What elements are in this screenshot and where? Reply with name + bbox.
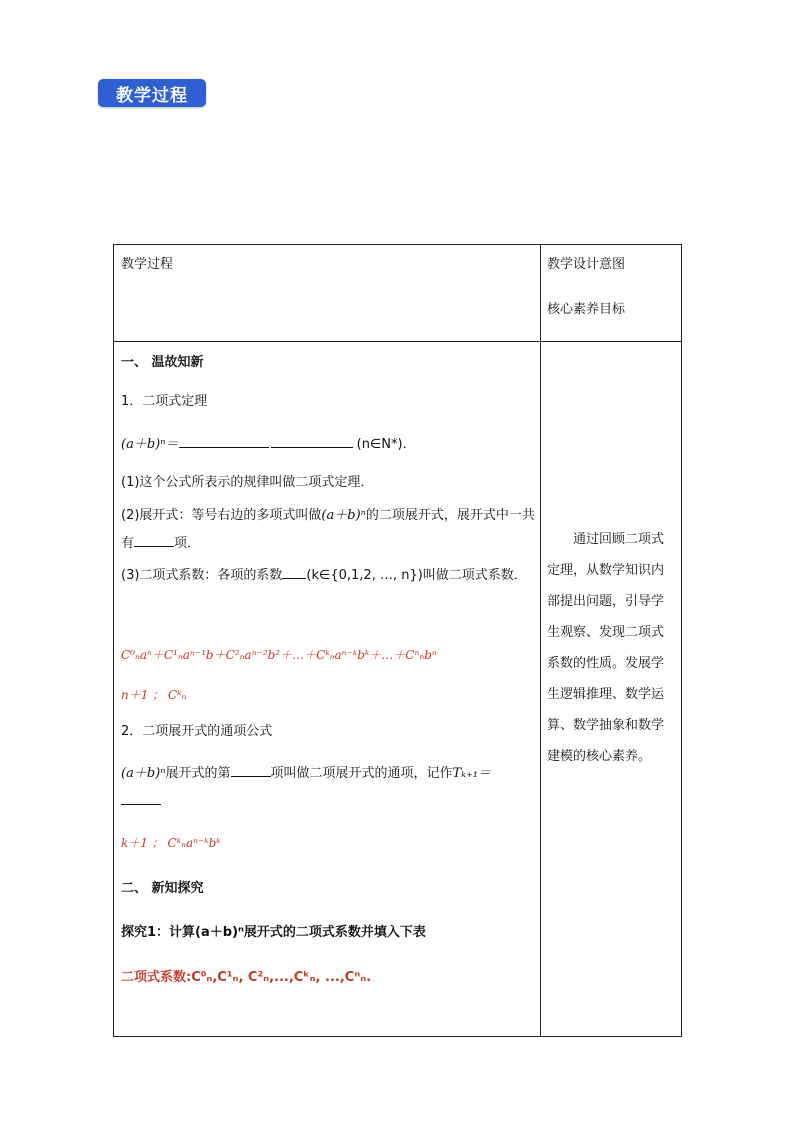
paragraph-3-a: (3)二项式系数：各项的系数 — [121, 568, 283, 583]
paragraph-1: (1)这个公式所表示的规律叫做二项式定理． — [121, 475, 374, 490]
answer-blank-2 — [134, 534, 174, 547]
answer-blank-1a — [179, 435, 269, 448]
paragraph-3 — [121, 562, 535, 590]
header-teaching-process: 教学过程 — [114, 245, 541, 342]
answer-expansion: C⁰ₙaⁿ＋C¹ₙaⁿ⁻¹b＋C²ₙaⁿ⁻²b²＋…＋Cᵏₙaⁿ⁻ᵏbᵏ＋…＋Cⁿₙbⁿ — [121, 648, 437, 662]
answer-blank-4 — [231, 764, 271, 777]
table-header-row — [114, 245, 682, 342]
formula-lhs: (a＋b)ⁿ＝ — [121, 437, 179, 452]
section-new-knowledge-heading: 二、 新知探究 — [121, 881, 204, 896]
answer-blank-5 — [121, 792, 161, 805]
paragraph-4-term: Tₖ₊₁＝ — [452, 766, 492, 781]
answer-blank-1b — [271, 435, 353, 448]
header-core-literacy-label: 核心素养目标 — [547, 302, 626, 317]
header-design-intent-label: 教学设计意图 — [547, 257, 626, 272]
paragraph-4-c: 项叫做二项展开式的通项，记作 — [270, 766, 453, 781]
paragraph-4 — [121, 760, 535, 816]
design-intent-text: 通过回顾二项式定理，从数学知识内部提出问题，引导学生观察、发现二项式系数的性质。发展学生逻辑推理、数学运算、数学抽象和数学建模的核心素养。 — [547, 532, 665, 764]
paragraph-4-b: 展开式的第 — [165, 766, 231, 781]
paragraph-2-d: 项． — [174, 536, 201, 551]
paragraph-2 — [121, 502, 535, 558]
binomial-coefficients-line: 二项式系数:C⁰ₙ,C¹ₙ, C²ₙ,...,Cᵏₙ, ...,Cⁿₙ. — [121, 970, 372, 985]
paragraph-2-a: (2)展开式：等号右边的多项式叫做 — [121, 508, 322, 523]
teaching-content-cell — [114, 342, 541, 1037]
answer-general-term: k＋1 ； Cᵏₙaⁿ⁻ᵏbᵏ — [121, 836, 221, 850]
item-binomial-theorem: 1．二项式定理 — [121, 394, 208, 409]
header-design-intent — [541, 245, 682, 342]
item-general-term: 2．二项展开式的通项公式 — [121, 724, 273, 739]
paragraph-2-expr: (a＋b)ⁿ — [321, 508, 366, 523]
section-title-badge: 教学过程 — [98, 79, 206, 107]
answer-blank-3 — [282, 566, 306, 579]
design-intent-cell — [541, 342, 682, 1037]
formula-line — [121, 435, 416, 453]
paragraph-3-b: (k∈{0,1,2, …, n})叫做二项式系数． — [306, 568, 527, 583]
paragraph-4-expr: (a＋b)ⁿ — [121, 766, 166, 781]
paragraph-2-c: 的二项展开式，展开式中一共有 — [121, 508, 535, 551]
explore-1-heading: 探究1：计算(a＋b)ⁿ展开式的二项式系数并填入下表 — [121, 925, 426, 940]
answer-terms-coeff: n＋1 ； Cᵏₙ — [121, 688, 187, 702]
table-body-row — [114, 342, 682, 1037]
formula-condition: (n∈N*)． — [356, 437, 416, 452]
lesson-table — [113, 244, 682, 1037]
section-review-heading: 一、 温故知新 — [121, 355, 204, 370]
